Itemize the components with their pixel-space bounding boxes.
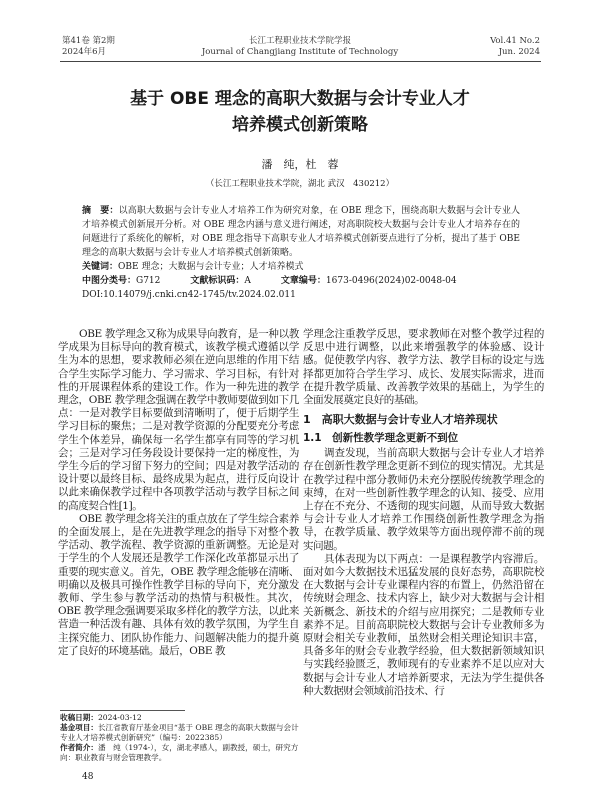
classification [82, 274, 520, 288]
abstract [82, 204, 520, 260]
subsection-heading: 1.1 创新性教学理念更新不到位 [303, 432, 459, 445]
issue-info [62, 36, 115, 58]
paper-title [0, 86, 600, 138]
fund-text: 长江省教育厅基金项目“基于 OBE 理念的高职大数据与会计专业人才培养模式创新研究”（编号：2022385） [60, 723, 299, 742]
journal-name [150, 36, 450, 58]
front-matter [82, 204, 520, 302]
body-paragraph: OBE 教学理念又称为成果导向教育，是一种以教学成果为目标导向的教育模式，该教学模式遵循以学生为本的思想，要求教师必须在逆向思维的作用下结合学生实际学习能力、学习需求、学习目标，有针对性的开展课程体系的建设工作。作为一种先进的教学理念，OBE 教学理念强调在教学中教师要做到如下几点：一是对教学目标要做到清晰明了，便于后期学生学习目标的聚焦；二是对教学资源的分配要充分考虑学生个体差异，确保每一名学生都享有同等的学习机会；三是对学习任务段设计要保持一定的梯度性，为学生今后的学习留下努力的空间；四是对教学活动的设计要以最终目标、最终成果为起点，进行反向设计以此来确保教学过程中各项教学活动与教学目标之间的高度契合性[1]。 [58, 328, 299, 512]
date-en: Jun. 2024 [498, 47, 540, 57]
title-line-1: 基于 OBE 理念的高职大数据与会计专业人才 [130, 89, 470, 109]
title-line-2: 培养模式创新策略 [232, 115, 368, 135]
doc-label: 文献标识码： [190, 276, 245, 286]
date-text: 2024年6月 [62, 47, 107, 57]
footnotes [60, 713, 301, 763]
clc-value: G712 [136, 276, 161, 286]
right-column [303, 328, 544, 698]
doc-value: A [244, 276, 251, 286]
keywords [82, 260, 520, 274]
issue-info-en [490, 36, 540, 58]
vol-en: Vol.41 No.2 [490, 36, 540, 46]
keywords-label: 关键词： [82, 262, 119, 272]
body-paragraph: OBE 教学理念将关注的重点放在了学生综合素养的全面发展上，是在先进教学理念的指导下对整个教学活动、教学流程、教学资源的重新调整。无论是对于学生的个人发展还是教学工作深化改革都显示出了重要的现实意义。首先，OBE 教学理念能够在清晰、明确以及极具可操作性教学目标的导向下，充分激发教师、学生参与教学活动的热情与积极性。其次，OBE 教学理念强调要采取多样化的教学方法，以此来营造一种活泼有趣、具体有效的教学氛围，为学生自主探究能力、团队协作能力、问题解决能力的提升奠定了良好的环境基础。最后，OBE 教 [58, 512, 299, 657]
body-paragraph: 具体表现为以下两点：一是课程教学内容滞后。面对如今大数据技术迅猛发展的良好态势，高职院校在大数据与会计专业课程内容的布置上，仍然沿留在传统财会理念、技术内容上，缺少对大数据与会计相关新概念、新技术的介绍与应用探究；二是教师专业素养不足。目前高职院校大数据与会计专业教师多为原财会相关专业教师，虽然财会相关理论知识丰富，具备多年的财会专业教学经验，但大数据新领域知识与实践经验匮乏，教师现有的专业素养不足以应对大数据与会计专业人才培养新要求，无法为学生提供各种大数据财会领域前沿技术、行 [303, 552, 544, 697]
volume-text: 第41卷 第2期 [62, 36, 115, 46]
keywords-text: OBE 理念；大数据与会计专业；人才培养模式 [118, 262, 304, 272]
abstract-text: 以高职大数据与会计专业人才培养工作为研究对象，在 OBE 理念下，围绕高职大数据与会计专业人才培养模式创新展开分析。对 OBE 理念内涵与意义进行阐述，对高职院校大数据与会计专业人才培养存在的问题进行了系统化的解析，对 OBE 理念指导下高职专业人才培养模式创新要点进行了分析，提出了基于 OBE 理念的高职大数据与会计专业人才培养模式创新策略。 [82, 206, 520, 258]
left-column [58, 328, 299, 658]
abstract-label: 摘 要： [82, 206, 119, 216]
received-label: 收稿日期： [60, 713, 98, 722]
author-label: 作者简介： [60, 743, 98, 752]
page-number: 48 [82, 772, 94, 782]
doi: DOI:10.14079/j.cnki.cn42-1745/tv.2024.02.011 [82, 290, 296, 300]
art-value: 1673-0496(2024)02-0048-04 [325, 276, 457, 286]
journal-en: Journal of Changjiang Institute of Technology [201, 47, 399, 57]
header-rule [60, 61, 541, 62]
art-label: 文章编号： [280, 276, 326, 286]
author-bio: 潘 纯（1974-），女，湖北孝感人，副教授，硕士，研究方向：职业教育与财会管理教学。 [60, 743, 299, 762]
journal-cn: 长江工程职业技术学院学报 [248, 36, 351, 46]
fund-label: 基金项目： [60, 723, 98, 732]
footnote-rule [60, 710, 185, 711]
received-date: 2024-03-12 [97, 713, 142, 722]
affiliation: （长江工程职业技术学院，湖北 武汉 430212） [205, 179, 395, 189]
authors: 潘 纯，杜 蓉 [261, 158, 339, 171]
section-heading: 1 高职大数据与会计专业人才培养现状 [303, 413, 498, 427]
body-paragraph: 调查发现，当前高职大数据与会计专业人才培养存在创新性教学理念更新不到位的现实情况。尤其是在教学过程中部分教师仍未充分摆脱传统教学理念的束缚，在对一些创新性教学理念的认知、接受、应用上存在不充分、不透彻的现实问题，从而导致大数据与会计专业人才培养工作围绕创新性教学理念为指导，在教学质量、教学效果等方面出现停滞不前的现实问题。 [303, 447, 544, 552]
clc-label: 中图分类号： [82, 276, 137, 286]
body-paragraph: 学理念注重教学反思，要求教师在对整个教学过程的反思中进行调整，以此来增强教学的体验感、设计感。促使教学内容、教学方法、教学目标的设定与选择都更加符合学生学习、成长、发展实际需求，进而在提升教学质量、改善教学效果的基础上，为学生的全面发展奠定良好的基础。 [303, 328, 544, 407]
